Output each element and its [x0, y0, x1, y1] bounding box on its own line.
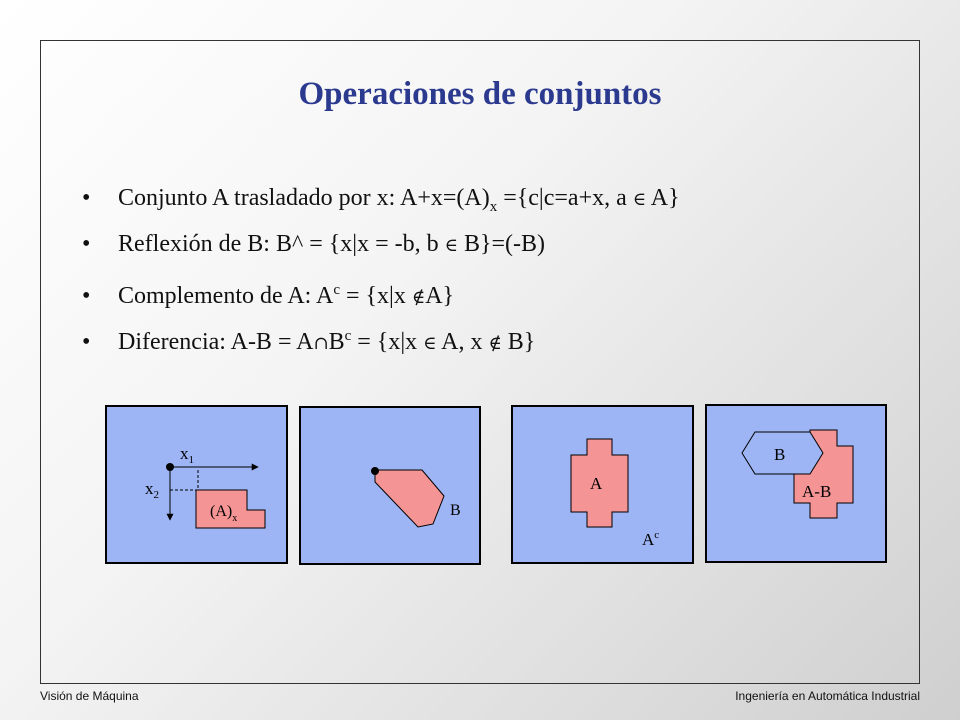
figure-complement: [512, 406, 693, 563]
bullet-glyph: •: [82, 283, 91, 309]
superscript-c: c: [344, 328, 352, 344]
figure-reflection: [300, 407, 480, 564]
bullet-text: B: [328, 329, 345, 355]
panel-translation: [106, 406, 287, 563]
bullet-text: B}=(-B): [457, 231, 545, 257]
element-of-symbol: ∈: [632, 189, 647, 210]
label-x1: $x_1$: [180, 444, 194, 466]
superscript-c: c: [333, 282, 340, 298]
bullet-text: Reflexión de B: B^ = {x|x = -b, b: [118, 231, 445, 257]
footer-course-name: Visión de Máquina: [40, 689, 139, 703]
bullet-text: Complemento de A: A: [118, 283, 334, 309]
bullet-text: A, x: [436, 329, 489, 355]
footer-program-name: Ingeniería en Automática Industrial: [735, 689, 920, 703]
label-b: B: [450, 502, 461, 519]
element-of-symbol: ∈: [444, 235, 458, 256]
bullet-text: B}: [501, 329, 536, 355]
bullet-text: Conjunto A trasladado por x: A+x=(A): [118, 185, 490, 211]
label-x2: $x_2$: [145, 479, 159, 501]
bullet-text: = {x|x: [351, 329, 424, 355]
origin-point: [166, 463, 174, 471]
bullet-text: A}: [425, 283, 455, 309]
figure-translation: [106, 406, 287, 563]
label-a-complement: $A^c$: [642, 529, 660, 549]
label-a-minus-b: A-B: [802, 482, 832, 501]
bullet-glyph: •: [82, 329, 91, 355]
not-element-of-symbol: ∉: [411, 287, 426, 308]
bullet-glyph: •: [82, 231, 91, 257]
element-of-symbol: ∈: [423, 333, 437, 354]
origin-point: [371, 467, 379, 475]
label-b: B: [774, 445, 786, 464]
not-element-of-symbol: ∉: [488, 333, 502, 354]
intersection-symbol: ∩: [313, 333, 329, 354]
label-translated-set: $(A)_x$: [210, 503, 238, 524]
bullet-glyph: •: [82, 185, 91, 211]
bullet-text: = {x|x: [340, 283, 412, 309]
bullet-text: Diferencia: A-B = A: [118, 329, 314, 355]
subscript-x: x: [489, 198, 498, 215]
figure-difference: [706, 405, 886, 562]
bullet-text: A}: [646, 185, 680, 211]
slide-title: Operaciones de conjuntos: [298, 76, 662, 112]
label-a: A: [590, 474, 603, 493]
bullet-text: ={c|c=a+x, a: [497, 185, 633, 211]
